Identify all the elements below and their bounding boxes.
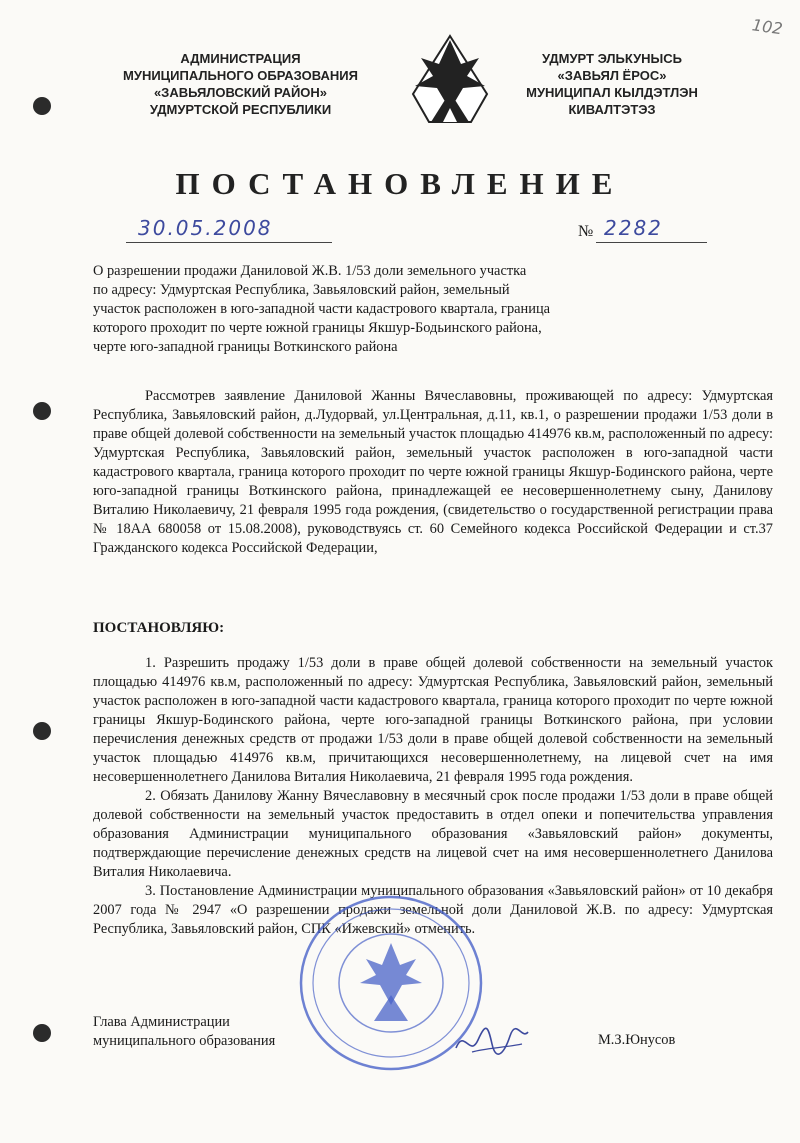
punch-hole xyxy=(33,1024,51,1042)
subject-line: участок расположен в юго-западной части кадастрового квартала, граница xyxy=(93,301,551,317)
number-label: № xyxy=(578,223,594,240)
preamble-paragraph: Рассмотрев заявление Даниловой Жанны Вячеславовны, проживающей по адресу: Удмуртская Республика, Завьяловский район, д.Лудорвай, ул.Центральная, д.11, кв.1, о разрешении продажи 1/53 доли в праве общей долевой собственности на земельный участок площадью 414976 кв.м, расположенный по адресу: Удмуртская Республика, Завьяловский район, земельный участок расположен в юго-западной части кадастрового квартала, граница которого проходит по черте южной границы Якшур-Бодинского района, черте юго-западной границы Воткинского района, принадлежащей ее несовершеннолетнему сыну, Данилову Виталию Николаевичу, 21 февраля 1995 года рождения, (свидетельство о государственной регистрации права № 18АА 680058 от 15.08.2008), руководствуясь ст. 60 Семейного кодекса Российской Федерации и ст.37 Гражданского кодекса Российской Федерации, xyxy=(93,388,773,556)
date-field xyxy=(126,216,332,243)
decree-item: 1. Разрешить продажу 1/53 доли в праве общей долевой собственности на земельный участок площадью 414976 кв.м, расположенный по адресу: Удмуртская Республика, Завьяловский район, земельный участок расположен в юго-западной части кадастрового квартала, граница которого проходит по черте южной границы Якшур-Бодинского района, черте юго-западной границы Воткинского района, при условии перечисления денежных средств от продажи 1/53 доли в праве общей долевой собственности на земельный участок площадью 414976 кв.м, причитающихся несовершеннолетнему, на лицевой счет на имя несовершеннолетнего Данилова Виталия Николаевича, 21 февраля 1995 года рождения. xyxy=(93,655,773,785)
emblem-icon xyxy=(409,34,491,124)
header-left-line: МУНИЦИПАЛЬНОГО ОБРАЗОВАНИЯ xyxy=(123,68,358,83)
subject-block xyxy=(93,262,633,357)
page-number: 102 xyxy=(750,15,784,39)
signatory-position xyxy=(93,1013,275,1051)
subject-line: О разрешении продажи Даниловой Ж.В. 1/53 доли земельного участка xyxy=(93,263,527,279)
number-value: 2282 xyxy=(604,216,663,240)
document-title: ПОСТАНОВЛЕНИЕ xyxy=(175,166,625,201)
signatory-position-line: Глава Администрации xyxy=(93,1014,230,1030)
punch-hole xyxy=(33,722,51,740)
header-right xyxy=(497,50,727,118)
signatory-name: М.З.Юнусов xyxy=(598,1032,676,1048)
header-right-line: МУНИЦИПАЛ КЫЛДЭТЛЭН xyxy=(526,85,698,100)
punch-hole xyxy=(33,402,51,420)
subject-line: черте юго-западной границы Воткинского района xyxy=(93,339,398,355)
header-left-line: «ЗАВЬЯЛОВСКИЙ РАЙОН» xyxy=(153,85,328,100)
punch-hole xyxy=(33,97,51,115)
subject-line: которого проходит по черте южной границы Якшур-Бодьинского района, xyxy=(93,320,542,336)
decree-item: 3. Постановление Администрации муниципального образования «Завьяловский район» от 10 декабря 2007 года № 2947 «О разрешении продажи земельной доли Даниловой Ж.В. по адресу: Удмуртская Республика, Завьяловский район, СПК «Ижевский» отменить. xyxy=(93,883,773,937)
header-left-line: УДМУРТСКОЙ РЕСПУБЛИКИ xyxy=(149,102,332,117)
decree-item: 2. Обязать Данилову Жанну Вячеславовну в месячный срок после продажи 1/53 доли в праве общей долевой собственности на земельный участок предоставить в отдел опеки и попечительства управления образования Администрации муниципального образования «Завьяловский район» документы, подтверждающие перечисление денежных средств на лицевой счет на имя несовершеннолетнего Данилова Виталия Николаевича. xyxy=(93,788,773,880)
decree-heading: ПОСТАНОВЛЯЮ: xyxy=(93,620,225,636)
header-right-line: УДМУРТ ЭЛЬКУНЫСЬ xyxy=(541,51,683,66)
number-field xyxy=(596,216,707,243)
date-value: 30.05.2008 xyxy=(138,216,273,240)
header-left xyxy=(93,50,388,118)
header-right-line: КИВАЛТЭТЭЗ xyxy=(568,102,656,117)
signatory-position-line: муниципального образования xyxy=(93,1033,276,1049)
header-left-line: АДМИНИСТРАЦИЯ xyxy=(180,51,301,66)
subject-line: по адресу: Удмуртская Республика, Завьяловский район, земельный xyxy=(93,282,510,298)
header-right-line: «ЗАВЬЯЛ ЁРОС» xyxy=(557,68,667,83)
signature-icon xyxy=(452,1018,532,1062)
